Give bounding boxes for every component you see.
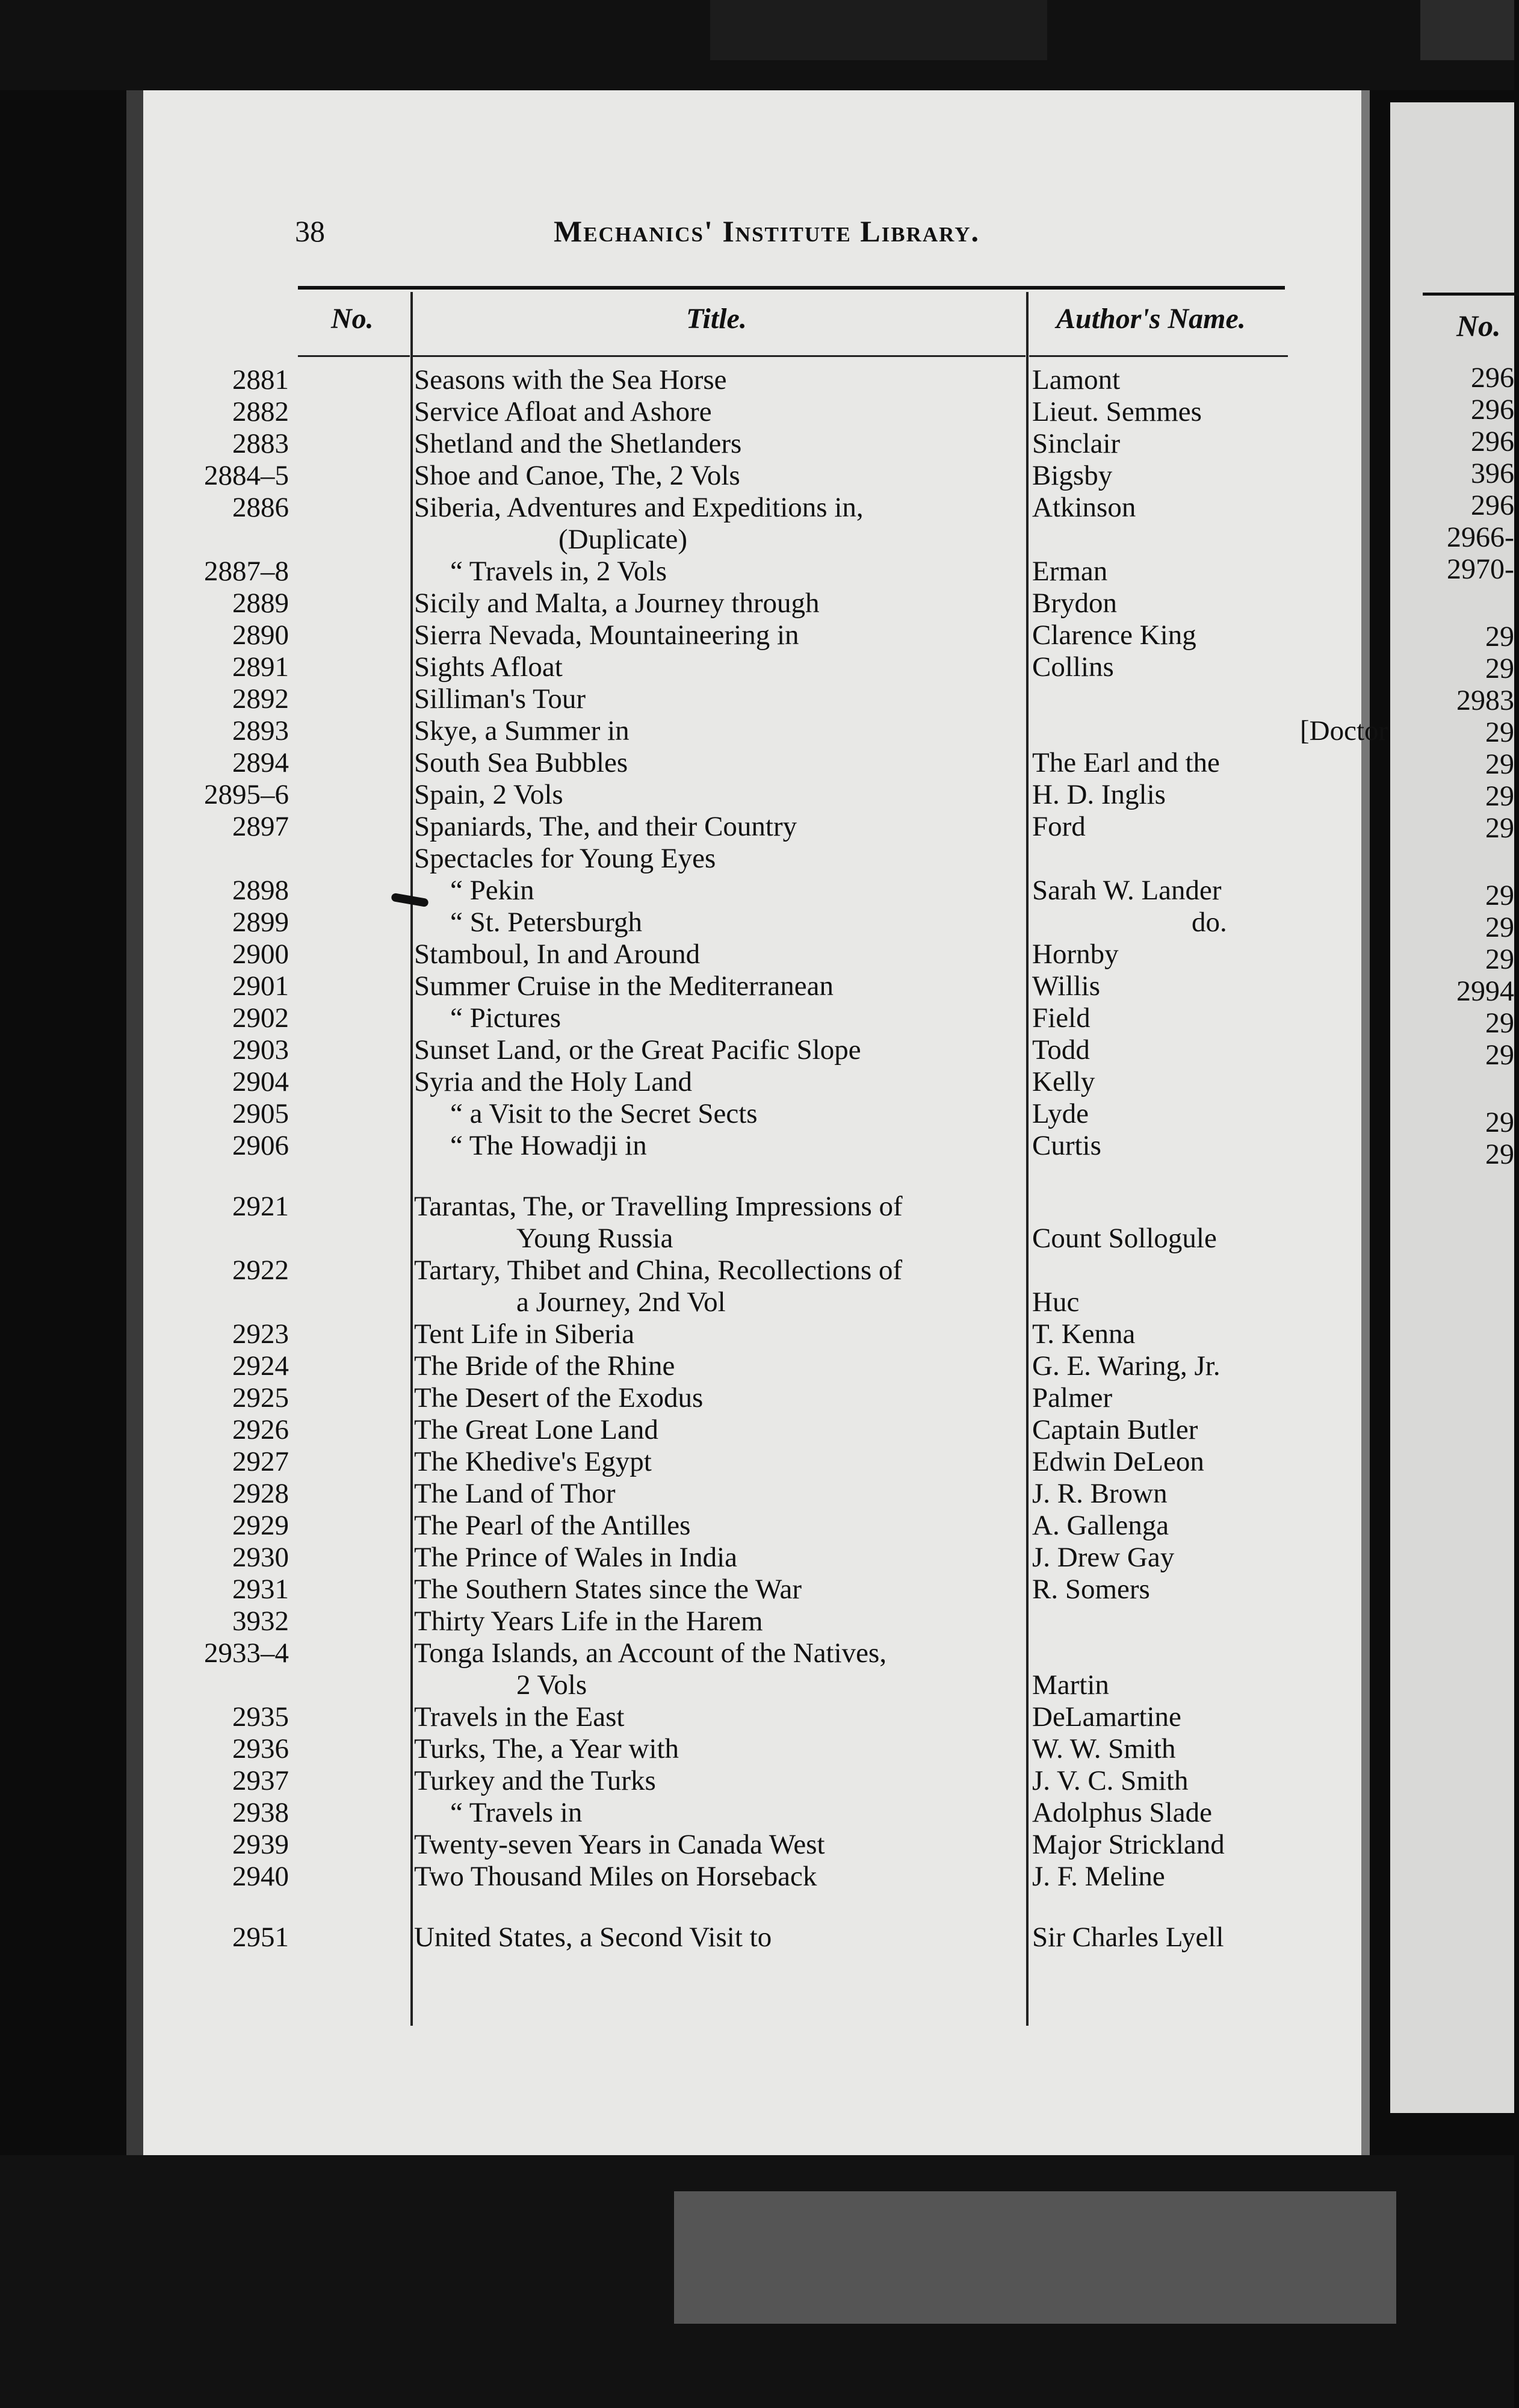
entry-number: 2899 <box>232 907 289 938</box>
adjacent-fragment: 2970- <box>1447 553 1514 585</box>
catalog-entry <box>126 1446 1370 1478</box>
adjacent-fragment: 29 <box>1485 653 1514 684</box>
catalog-entry <box>126 1002 1370 1034</box>
entry-author: Major Strickland <box>1032 1829 1225 1860</box>
entry-title: The Khedive's Egypt <box>414 1446 652 1477</box>
catalog-entry <box>126 747 1370 779</box>
entry-number: 2886 <box>232 492 289 523</box>
entry-author: J. V. C. Smith <box>1032 1765 1189 1796</box>
entry-title: Travels in the East <box>414 1701 625 1733</box>
adjacent-fragment: 29 <box>1485 748 1514 780</box>
scan-smudge <box>1420 0 1514 60</box>
library-title: Mechanics' Institute Library. <box>554 214 980 248</box>
entry-number: 2931 <box>232 1574 289 1605</box>
entry-title: The Desert of the Exodus <box>414 1382 704 1413</box>
column-header-author: Author's Name. <box>1056 303 1246 335</box>
entry-title: Sicily and Malta, a Journey through <box>414 588 820 619</box>
entry-number: 2903 <box>232 1034 289 1066</box>
entry-number: 2882 <box>232 396 289 427</box>
catalog-entry <box>126 588 1370 619</box>
entry-title: The Southern States since the War <box>414 1574 802 1605</box>
catalog-entry <box>126 1350 1370 1382</box>
entry-title: Young Russia <box>516 1223 673 1254</box>
entry-number: 2905 <box>232 1098 289 1129</box>
catalog-entry <box>126 1034 1370 1066</box>
catalog-entry <box>126 1255 1370 1286</box>
adjacent-fragment: 29 <box>1485 911 1514 943</box>
catalog-entry <box>126 428 1370 460</box>
entry-author: Lieut. Semmes <box>1032 396 1202 427</box>
entry-author: Clarence King <box>1032 619 1196 651</box>
catalog-entry <box>126 1414 1370 1446</box>
catalog-entry <box>126 1098 1370 1130</box>
catalog-entries <box>126 364 1388 1953</box>
entry-number: 2892 <box>232 683 289 715</box>
column-header-no: No. <box>331 303 374 335</box>
entry-author: Martin <box>1032 1669 1109 1701</box>
entry-title: Siberia, Adventures and Expeditions in, <box>414 492 864 523</box>
entry-title: a Journey, 2nd Vol <box>516 1286 726 1318</box>
adjacent-fragment: 2966- <box>1447 521 1514 553</box>
scan-smudge <box>710 0 1047 60</box>
column-header-title: Title. <box>686 303 747 335</box>
adjacent-fragment: 29 <box>1485 1106 1514 1138</box>
entry-author: Count Sollogule <box>1032 1223 1217 1254</box>
entry-title: Thirty Years Life in the Harem <box>414 1606 763 1637</box>
adjacent-fragment: 29 <box>1485 716 1514 748</box>
scan-top-border <box>0 0 1514 90</box>
entry-title: Twenty-seven Years in Canada West <box>414 1829 825 1860</box>
entry-number: 2938 <box>232 1797 289 1828</box>
page-number: 38 <box>295 214 325 248</box>
catalog-entry <box>126 939 1370 970</box>
entry-author: Hornby <box>1032 939 1119 970</box>
adjacent-fragment: 29 <box>1485 1138 1514 1170</box>
scan-bottom-border <box>0 2155 1514 2408</box>
catalog-entry <box>126 1733 1370 1765</box>
header-rule <box>298 286 1285 290</box>
entry-title: Sierra Nevada, Mountaineering in <box>414 619 799 651</box>
entry-title: “ Pekin <box>450 875 534 906</box>
catalog-entry <box>126 651 1370 683</box>
entry-number: 2921 <box>232 1191 289 1222</box>
catalog-entry <box>126 1318 1370 1350</box>
entry-author: Collins <box>1032 651 1114 683</box>
catalog-entry <box>126 1765 1370 1797</box>
entry-author: Willis <box>1032 970 1101 1002</box>
adjacent-fragment: 296 <box>1471 489 1514 521</box>
catalog-entry-continuation <box>126 1286 1370 1318</box>
catalog-entry <box>126 1191 1370 1223</box>
catalog-entry <box>126 715 1388 747</box>
entry-title: Turkey and the Turks <box>414 1765 656 1796</box>
entry-title: The Bride of the Rhine <box>414 1350 675 1382</box>
section-gap <box>126 1162 1370 1191</box>
catalog-page <box>126 90 1388 2155</box>
entry-author: J. R. Brown <box>1032 1478 1168 1509</box>
entry-title: The Great Lone Land <box>414 1414 658 1445</box>
scan-backing-board <box>674 2191 1396 2324</box>
entry-author: W. W. Smith <box>1032 1733 1176 1764</box>
catalog-entry <box>126 1382 1370 1414</box>
entry-number: 2898 <box>232 875 289 906</box>
entry-number: 2927 <box>232 1446 289 1477</box>
entry-author: Kelly <box>1032 1066 1095 1097</box>
entry-number: 2895–6 <box>204 779 289 810</box>
entry-author: Ford <box>1032 811 1086 842</box>
entry-number: 2935 <box>232 1701 289 1733</box>
entry-title: Tonga Islands, an Account of the Natives, <box>414 1637 887 1669</box>
entry-title: United States, a Second Visit to <box>414 1922 772 1953</box>
entry-author: Curtis <box>1032 1130 1101 1161</box>
catalog-entry <box>126 1701 1370 1733</box>
entry-author: J. F. Meline <box>1032 1861 1165 1892</box>
entry-title: “ a Visit to the Secret Sects <box>450 1098 758 1129</box>
entry-author: do. <box>1192 907 1227 938</box>
entry-title: 2 Vols <box>516 1669 587 1701</box>
entry-author: T. Kenna <box>1032 1318 1136 1350</box>
entry-title: Seasons with the Sea Horse <box>414 364 727 396</box>
catalog-entry <box>126 907 1370 939</box>
entry-title: Skye, a Summer in <box>414 715 630 746</box>
adjacent-fragment: 296 <box>1471 426 1514 458</box>
entry-title: Silliman's Tour <box>414 683 586 715</box>
adjacent-fragment: 2994 <box>1456 975 1514 1007</box>
entry-title: Sunset Land, or the Great Pacific Slope <box>414 1034 861 1066</box>
catalog-entry <box>126 683 1370 715</box>
entry-title: “ Travels in <box>450 1797 583 1828</box>
catalog-entry-continuation <box>126 1223 1370 1255</box>
adjacent-fragment: 29 <box>1485 880 1514 911</box>
catalog-entry <box>126 843 1370 875</box>
entry-number: 2937 <box>232 1765 289 1796</box>
entry-number: 2904 <box>232 1066 289 1097</box>
entry-number: 2889 <box>232 588 289 619</box>
entry-number: 2926 <box>232 1414 289 1445</box>
catalog-entry <box>126 1542 1370 1574</box>
adjacent-fragment: 2983 <box>1456 684 1514 716</box>
entry-title: Shetland and the Shetlanders <box>414 428 742 459</box>
entry-number: 2902 <box>232 1002 289 1034</box>
entry-number: 2883 <box>232 428 289 459</box>
catalog-entry <box>126 1606 1370 1637</box>
entry-title: “ St. Petersburgh <box>450 907 642 938</box>
entry-author: Sarah W. Lander <box>1032 875 1222 906</box>
entry-author: G. E. Waring, Jr. <box>1032 1350 1220 1382</box>
entry-title: Sights Afloat <box>414 651 563 683</box>
catalog-entry <box>126 460 1370 492</box>
entry-number: 2884–5 <box>204 460 289 491</box>
catalog-entry <box>126 811 1370 843</box>
adjacent-fragment: 29 <box>1485 1039 1514 1071</box>
entry-author: Palmer <box>1032 1382 1113 1413</box>
catalog-entry <box>126 492 1370 524</box>
entry-number: 2936 <box>232 1733 289 1764</box>
entry-number: 2951 <box>232 1922 289 1953</box>
entry-title: Stamboul, In and Around <box>414 939 701 970</box>
catalog-entry <box>126 396 1370 428</box>
entry-title: Tartary, Thibet and China, Recollections of <box>414 1255 903 1286</box>
adjacent-page <box>1390 102 1514 2113</box>
entry-author: Huc <box>1032 1286 1080 1318</box>
adjacent-fragment: 29 <box>1485 780 1514 812</box>
entry-author: Bigsby <box>1032 460 1113 491</box>
entry-number: 2933–4 <box>204 1637 289 1669</box>
entry-title: Two Thousand Miles on Horseback <box>414 1861 817 1892</box>
entry-number: 2887–8 <box>204 556 289 587</box>
entry-title: Syria and the Holy Land <box>414 1066 693 1097</box>
catalog-entry <box>126 619 1370 651</box>
entry-number: 2890 <box>232 619 289 651</box>
entry-number: 2924 <box>232 1350 289 1382</box>
entry-author: Captain Butler <box>1032 1414 1198 1445</box>
entry-title: “ Travels in, 2 Vols <box>450 556 667 587</box>
catalog-entry <box>126 779 1370 811</box>
adjacent-head-rule <box>1423 293 1519 296</box>
catalog-entry <box>126 1922 1370 1953</box>
adjacent-column-header: No. <box>1456 309 1501 343</box>
entry-title: Spain, 2 Vols <box>414 779 563 810</box>
entry-number: 3932 <box>232 1606 289 1637</box>
entry-number: 2891 <box>232 651 289 683</box>
catalog-entry <box>126 556 1370 588</box>
entry-author: Todd <box>1032 1034 1090 1066</box>
entry-author: Sir Charles Lyell <box>1032 1922 1224 1953</box>
adjacent-fragment: 29 <box>1485 1007 1514 1039</box>
catalog-entry <box>126 364 1370 396</box>
catalog-entry <box>126 1574 1370 1606</box>
entry-author: Atkinson <box>1032 492 1136 523</box>
entry-title: Summer Cruise in the Mediterranean <box>414 970 834 1002</box>
entry-title: Tent Life in Siberia <box>414 1318 635 1350</box>
entry-author: Brydon <box>1032 588 1117 619</box>
entry-number: 2900 <box>232 939 289 970</box>
catalog-entry <box>126 1797 1370 1829</box>
adjacent-fragment: 29 <box>1485 812 1514 844</box>
entry-title: “ The Howadji in <box>450 1130 647 1161</box>
entry-title: Spaniards, The, and their Country <box>414 811 797 842</box>
catalog-entry <box>126 1861 1370 1893</box>
column-header-rule <box>413 355 1026 357</box>
catalog-entry <box>126 1478 1370 1510</box>
entry-number: 2939 <box>232 1829 289 1860</box>
entry-author: A. Gallenga <box>1032 1510 1169 1541</box>
catalog-entry-continuation <box>126 524 1370 556</box>
entry-author: Sinclair <box>1032 428 1121 459</box>
entry-author: The Earl and the <box>1032 747 1220 778</box>
catalog-entry <box>126 875 1370 907</box>
entry-title: “ Pictures <box>450 1002 562 1034</box>
entry-number: 2922 <box>232 1255 289 1286</box>
entry-author: DeLamartine <box>1032 1701 1181 1733</box>
column-header-rule <box>298 355 410 357</box>
entry-number: 2928 <box>232 1478 289 1509</box>
catalog-entry <box>126 1510 1370 1542</box>
adjacent-fragment: 296 <box>1471 362 1514 394</box>
entry-author: Field <box>1032 1002 1091 1034</box>
entry-author: R. Somers <box>1032 1574 1150 1605</box>
entry-title: Tarantas, The, or Travelling Impressions of <box>414 1191 903 1222</box>
entry-title: South Sea Bubbles <box>414 747 628 778</box>
entry-title: Service Afloat and Ashore <box>414 396 712 427</box>
entry-author: Erman <box>1032 556 1108 587</box>
entry-number: 2894 <box>232 747 289 778</box>
adjacent-fragment: 296 <box>1471 394 1514 426</box>
entry-title: The Prince of Wales in India <box>414 1542 737 1573</box>
entry-number: 2893 <box>232 715 289 746</box>
entry-title: (Duplicate) <box>558 524 688 555</box>
entry-number: 2897 <box>232 811 289 842</box>
catalog-entry <box>126 1066 1370 1098</box>
entry-title: Spectacles for Young Eyes <box>414 843 716 874</box>
column-header-rule <box>1029 355 1288 357</box>
entry-author: J. Drew Gay <box>1032 1542 1175 1573</box>
adjacent-fragment: 29 <box>1485 621 1514 653</box>
entry-title: The Land of Thor <box>414 1478 616 1509</box>
adjacent-fragment: 396 <box>1471 458 1514 489</box>
entry-title: The Pearl of the Antilles <box>414 1510 691 1541</box>
section-gap <box>126 1893 1370 1922</box>
catalog-entry <box>126 1829 1370 1861</box>
entry-number: 2930 <box>232 1542 289 1573</box>
entry-author: Edwin DeLeon <box>1032 1446 1204 1477</box>
entry-author: Lyde <box>1032 1098 1089 1129</box>
entry-author: Adolphus Slade <box>1032 1797 1212 1828</box>
entry-number: 2929 <box>232 1510 289 1541</box>
entry-title: Turks, The, a Year with <box>414 1733 679 1764</box>
entry-number: 2923 <box>232 1318 289 1350</box>
entry-author: [Doctor <box>1300 715 1388 746</box>
entry-number: 2881 <box>232 364 289 396</box>
catalog-entry <box>126 1130 1370 1162</box>
entry-number: 2925 <box>232 1382 289 1413</box>
entry-number: 2940 <box>232 1861 289 1892</box>
entry-title: Shoe and Canoe, The, 2 Vols <box>414 460 740 491</box>
entry-number: 2901 <box>232 970 289 1002</box>
catalog-entry <box>126 970 1370 1002</box>
entry-author: H. D. Inglis <box>1032 779 1166 810</box>
catalog-entry-continuation <box>126 1669 1370 1701</box>
catalog-entry <box>126 1637 1370 1669</box>
entry-number: 2906 <box>232 1130 289 1161</box>
entry-author: Lamont <box>1032 364 1121 396</box>
adjacent-fragment: 29 <box>1485 943 1514 975</box>
